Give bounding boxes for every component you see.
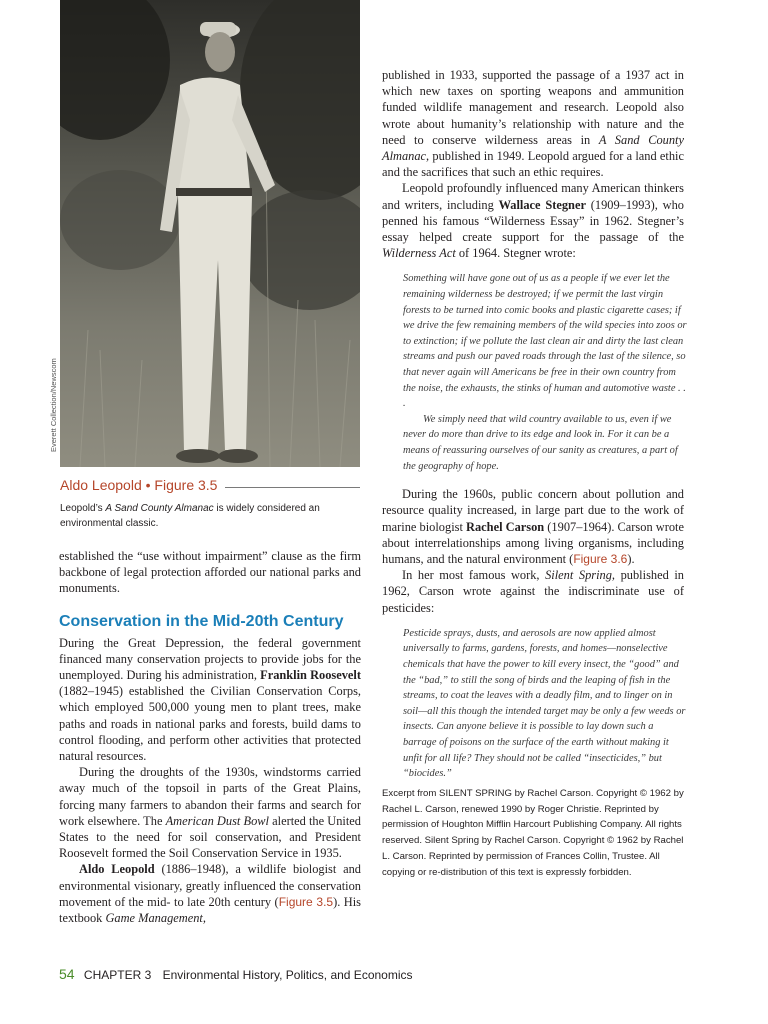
paragraph-carson: [382, 486, 684, 567]
figure-title: [60, 477, 360, 493]
text: (1909–1993), who penned his famous “Wilderness Essay” in 1962. Stegner’s essay helped create support for the passage of the: [382, 197, 684, 245]
continued-paragraph: established the “use without impairment” clause as the firm backbone of legal protection afforded our national parks and monuments.: [59, 549, 361, 596]
text: alerted the United States to the need for soil conservation, and President Roosevelt formed the Soil Conservation Service in 1935.: [59, 813, 361, 861]
section-heading: Conservation in the Mid-20th Century: [59, 612, 344, 630]
page-footer: [59, 966, 413, 982]
figure-caption: [60, 501, 356, 531]
figure-title-rule: [225, 487, 360, 488]
bold-name-roosevelt: Franklin Roosevelt: [260, 668, 362, 683]
paragraph-dust-bowl: [59, 764, 361, 861]
text: (1907–1964). Carson wrote about interrelationships among living organisms, including humans, and the natural environment (: [382, 519, 684, 566]
quote-paragraph: Pesticide sprays, dusts, and aerosols are now applied almost universally to farms, gardens, forests, and homes—nonselective chemicals that have the power to kill every insect, the “good” and the “bad,” to still the song of birds and the leaping of fish in the streams, to coat the leaves with a deadly film, and to linger on in soil—all this though the intended target may be only a few weeds or insects. Can anyone believe it is possible to lay down such a barrage of poisons on the surface of the earth without making it unfit for all life? They should not be called “insecticides,” but “biocides.”: [403, 627, 686, 780]
bold-name-leopold: Aldo Leopold: [79, 862, 155, 877]
quote-paragraph: Something will have gone out of us as a people if we ever let the remaining wilderness be destroyed; if we permit the last virgin forests to be turned into comic books and plastic cigarette cases; if we drive the few remaining members of the wild species into zoos or to extinction; if we pollute the last clean air and dirty the last clean streams and push our paved roads through the last of the silence, so that never again will Americans be free in their own country from the noise, the exhausts, the stinks of human and automotive waste . . .: [403, 273, 687, 410]
text: During the droughts of the 1930s, windstorms carried away much of the topsoil in parts of the Great Plains, forcing many farmers to abandon their farms and search for work elsewhere. The: [59, 765, 361, 828]
right-column: [382, 67, 687, 881]
bold-name-carson: Rachel Carson: [466, 519, 545, 534]
carson-quote: [403, 626, 687, 782]
text: Leopold profoundly influenced many American thinkers and writers, including: [382, 181, 684, 212]
caption-text: Leopold’s: [60, 503, 106, 514]
quote-paragraph: We simply need that wild country available to us, even if we never do more than drive to its edge and look in. For it can be a means of reassuring ourselves of our sanity as creatures, a part of the geography of hope.: [403, 413, 678, 472]
text: of 1964. Stegner wrote:: [455, 246, 576, 261]
text: published in 1949. Leopold argued for a land ethic and the sacrifices that such an ethic requires.: [382, 149, 684, 180]
figure-3-6-link[interactable]: Figure 3.6: [573, 551, 628, 566]
permission-notice: Excerpt from SILENT SPRING by Rachel Carson. Copyright © 1962 by Rachel L. Carson, renewed 1990 by Roger Christie. Reprinted by permission of Houghton Mifflin Harcourt Publishing Company. All rights reserved. Silent Spring by Rachel Carson. Copyright © 1962 by Rachel L. Carson. Reprinted by permission of Frances Collin, Trustee. All copying or re-distribution of this text is expressly forbidden.: [382, 787, 684, 878]
caption-text-end: is widely considered an environmental classic.: [60, 503, 320, 529]
figure-title-text: Aldo Leopold • Figure 3.5: [60, 477, 218, 493]
text: ).: [627, 551, 635, 566]
caption-book-title: A Sand County Almanac: [105, 503, 214, 514]
aldo-leopold-photo: [60, 0, 360, 467]
left-column: [59, 548, 361, 926]
italic-game-management: Game Management,: [105, 911, 206, 926]
italic-dust-bowl: American Dust Bowl: [165, 813, 269, 828]
text: published in 1962, Carson wrote against the indiscriminate use of pesticides:: [382, 568, 684, 615]
italic-wilderness-act: Wilderness Act: [382, 246, 456, 261]
text: ). His textbook: [59, 894, 362, 926]
page-number: 54: [59, 966, 75, 982]
paragraph-leopold-cont: [382, 67, 684, 180]
paragraph-leopold: [59, 861, 361, 926]
figure-3-5-link[interactable]: Figure 3.5: [278, 894, 334, 909]
text: (1882–1945) established the Civilian Conservation Corps, which employed 500,000 young men to plant trees, make paths and roads in national parks and forests, build dams to control flooding, and perform other activities that protected natural resources.: [59, 684, 361, 764]
chapter-title: Environmental History, Politics, and Economics: [162, 968, 413, 982]
italic-sand-county: A Sand County Almanac,: [382, 132, 684, 164]
text: During the Great Depression, the federal government financed many conservation projects to provide jobs for the unemployed. During his administration,: [59, 635, 361, 683]
paragraph-silent-spring: [382, 567, 684, 616]
paragraph-depression: [59, 635, 361, 765]
photo-credit: Everett Collection/Newscom: [49, 358, 58, 452]
italic-silent-spring: Silent Spring,: [545, 568, 616, 583]
bold-name-stegner: Wallace Stegner: [498, 197, 586, 212]
text: During the 1960s, public concern about pollution and resource quality increased, in large part due to the work of marine biologist: [382, 487, 684, 534]
paragraph-stegner: [382, 180, 684, 261]
text: In her most famous work,: [402, 568, 546, 583]
stegner-quote: [403, 271, 687, 474]
text: (1886–1948), a wildlife biologist and environmental visionary, greatly influenced the conservation movement of the mid- to late 20th century (: [59, 862, 361, 909]
chapter-label: CHAPTER 3: [83, 968, 152, 982]
text: published in 1933, supported the passage of a 1937 act in which new taxes on sporting weapons and ammunition funded wildlife management and research. Leopold also wrote about humanity’s relationship with nature and the need to conserve wilderness areas in: [382, 68, 684, 147]
photo-illustration: [60, 0, 360, 467]
